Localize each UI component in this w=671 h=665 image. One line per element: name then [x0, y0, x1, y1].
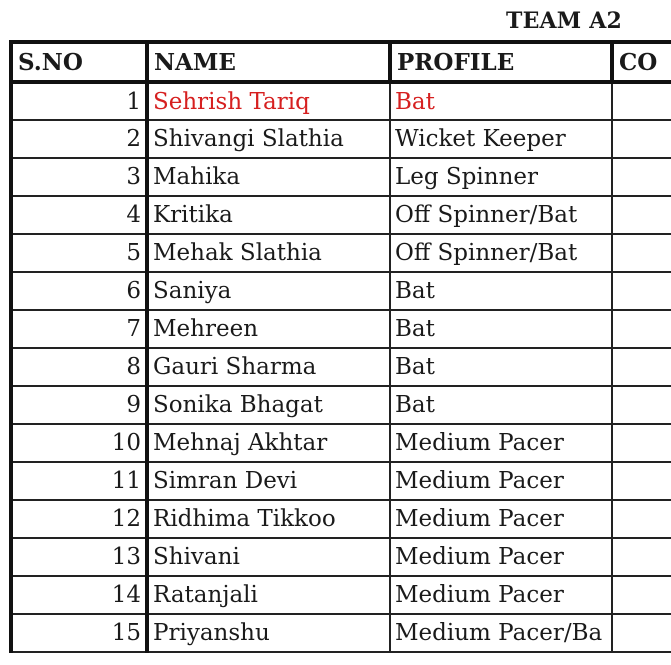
player-profile: Bat: [390, 272, 612, 310]
table-row: [11, 424, 671, 462]
player-sno: 10: [11, 424, 147, 462]
player-extra-cell: [612, 158, 671, 196]
player-extra-cell: [612, 120, 671, 158]
player-sno: 7: [11, 310, 147, 348]
player-name: Priyanshu: [147, 614, 390, 652]
player-profile: Leg Spinner: [390, 158, 612, 196]
player-sno: 4: [11, 196, 147, 234]
header-row: [11, 42, 671, 82]
header-name: NAME: [147, 42, 390, 82]
player-profile: Medium Pacer: [390, 424, 612, 462]
player-profile: Medium Pacer: [390, 538, 612, 576]
player-sno: 13: [11, 538, 147, 576]
player-sno: 8: [11, 348, 147, 386]
player-name: Sonika Bhagat: [147, 386, 390, 424]
table-row: [11, 614, 671, 652]
player-profile: Bat: [390, 310, 612, 348]
roster-sheet: [9, 40, 658, 660]
player-sno: 12: [11, 500, 147, 538]
table-row: [11, 120, 671, 158]
player-name: Shivangi Slathia: [147, 120, 390, 158]
player-extra-cell: [612, 462, 671, 500]
table-row: [11, 386, 671, 424]
roster-table: [9, 40, 671, 653]
player-name: Simran Devi: [147, 462, 390, 500]
table-row: [11, 576, 671, 614]
table-row: [11, 310, 671, 348]
header-profile: PROFILE: [390, 42, 612, 82]
player-extra-cell: [612, 386, 671, 424]
header-extra: CO: [612, 42, 671, 82]
player-extra-cell: [612, 82, 671, 120]
table-row: [11, 158, 671, 196]
player-profile: Off Spinner/Bat: [390, 234, 612, 272]
table-row: [11, 348, 671, 386]
player-extra-cell: [612, 424, 671, 462]
player-extra-cell: [612, 500, 671, 538]
player-name: Mehreen: [147, 310, 390, 348]
player-sno: 9: [11, 386, 147, 424]
player-profile: Wicket Keeper: [390, 120, 612, 158]
player-name: Kritika: [147, 196, 390, 234]
table-row: [11, 462, 671, 500]
player-profile: Medium Pacer: [390, 500, 612, 538]
player-name: Gauri Sharma: [147, 348, 390, 386]
player-extra-cell: [612, 310, 671, 348]
team-title: TEAM A2: [506, 8, 622, 34]
player-extra-cell: [612, 348, 671, 386]
table-row: [11, 82, 671, 120]
player-sno: 6: [11, 272, 147, 310]
player-sno: 5: [11, 234, 147, 272]
player-extra-cell: [612, 234, 671, 272]
player-extra-cell: [612, 614, 671, 652]
player-sno: 2: [11, 120, 147, 158]
table-row: [11, 196, 671, 234]
player-sno: 14: [11, 576, 147, 614]
roster-body: [11, 82, 671, 652]
player-sno: 15: [11, 614, 147, 652]
player-profile: Medium Pacer: [390, 576, 612, 614]
player-name: Mehak Slathia: [147, 234, 390, 272]
player-name: Saniya: [147, 272, 390, 310]
table-row: [11, 234, 671, 272]
player-name: Mahika: [147, 158, 390, 196]
player-name: Shivani: [147, 538, 390, 576]
player-extra-cell: [612, 538, 671, 576]
table-row: [11, 500, 671, 538]
player-extra-cell: [612, 196, 671, 234]
player-sno: 3: [11, 158, 147, 196]
player-profile: Medium Pacer: [390, 462, 612, 500]
player-name: Sehrish Tariq: [147, 82, 390, 120]
player-extra-cell: [612, 576, 671, 614]
player-sno: 11: [11, 462, 147, 500]
player-profile: Off Spinner/Bat: [390, 196, 612, 234]
player-name: Ridhima Tikkoo: [147, 500, 390, 538]
player-profile: Bat: [390, 82, 612, 120]
player-profile: Bat: [390, 386, 612, 424]
player-extra-cell: [612, 272, 671, 310]
player-profile: Bat: [390, 348, 612, 386]
player-name: Ratanjali: [147, 576, 390, 614]
player-name: Mehnaj Akhtar: [147, 424, 390, 462]
table-row: [11, 538, 671, 576]
player-profile: Medium Pacer/Ba: [390, 614, 612, 652]
table-row: [11, 272, 671, 310]
header-sno: S.NO: [11, 42, 147, 82]
player-sno: 1: [11, 82, 147, 120]
